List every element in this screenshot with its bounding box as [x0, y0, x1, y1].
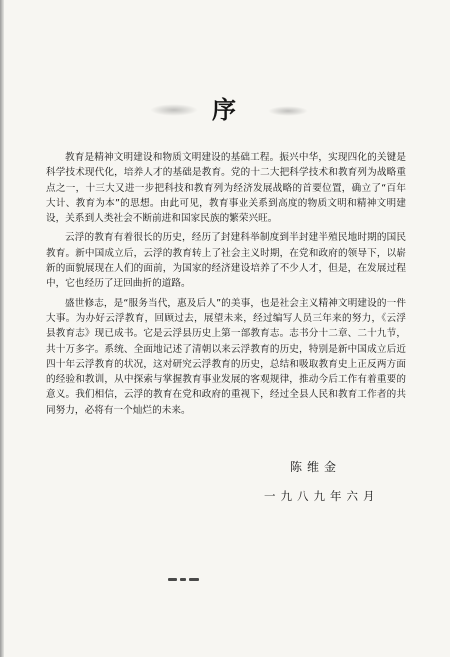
paragraph-2: 云浮的教育有着很长的历史，经历了封建科举制度到半封建半殖民地时期的国民教育。新中国成立后，云浮的教育转上了社会主义时期，在党和政府的领导下，以崭新的面貌展现在人们的面前，为国家的经济建设培养了不少人才，但是，在发展过程中，它也经历了迂回曲折的道路。 [46, 232, 406, 290]
paragraph-1: 教育是精神文明建设和物质文明建设的基础工程。振兴中华，实现四化的关键是科学技术现代化，培养人才的基础是教育。党的十二大把科学技术和教育列为战略重点之一，十三大又进一步把科技和教育列为经济发展战略的首要位置，确立了“百年大计、教育为本”的思想。由此可见，教育事业关系到高度的物质文明和精神文明建设，关系到人类社会不断前进和国家民族的繁荣兴旺。 [46, 152, 406, 225]
signature-date: 一九八九年六月 [264, 489, 380, 503]
page-number-mark [168, 576, 208, 584]
signature-block [264, 458, 444, 505]
author-name: 陈维金 [290, 460, 342, 474]
paragraph-3: 盛世修志，是“服务当代，惠及后人”的美事，也是社会主义精神文明建设的一件大事。为办好云浮教育，回顾过去，展望未来，经过编写人员三年来的努力，《云浮县教育志》现已成书。它是云浮县历史上第一部教育志。志书分十二章、二十九节，共十万多字。系统、全面地记述了清朝以来云浮教育的历史，特别是新中国成立后近四十年云浮教育的状况，这对研究云浮教育的历史，总结和吸取教育史上正反两方面的经验和教训，从中探索与掌握教育事业发展的客观规律，推动今后工作有着重要的意义。我们相信，云浮的教育在党和政府的重视下，经过全县人民和教育工作者的共同努力，必将有一个灿烂的未来。 [46, 297, 406, 416]
preface-body [46, 150, 406, 422]
page-title: 序 [212, 95, 238, 124]
